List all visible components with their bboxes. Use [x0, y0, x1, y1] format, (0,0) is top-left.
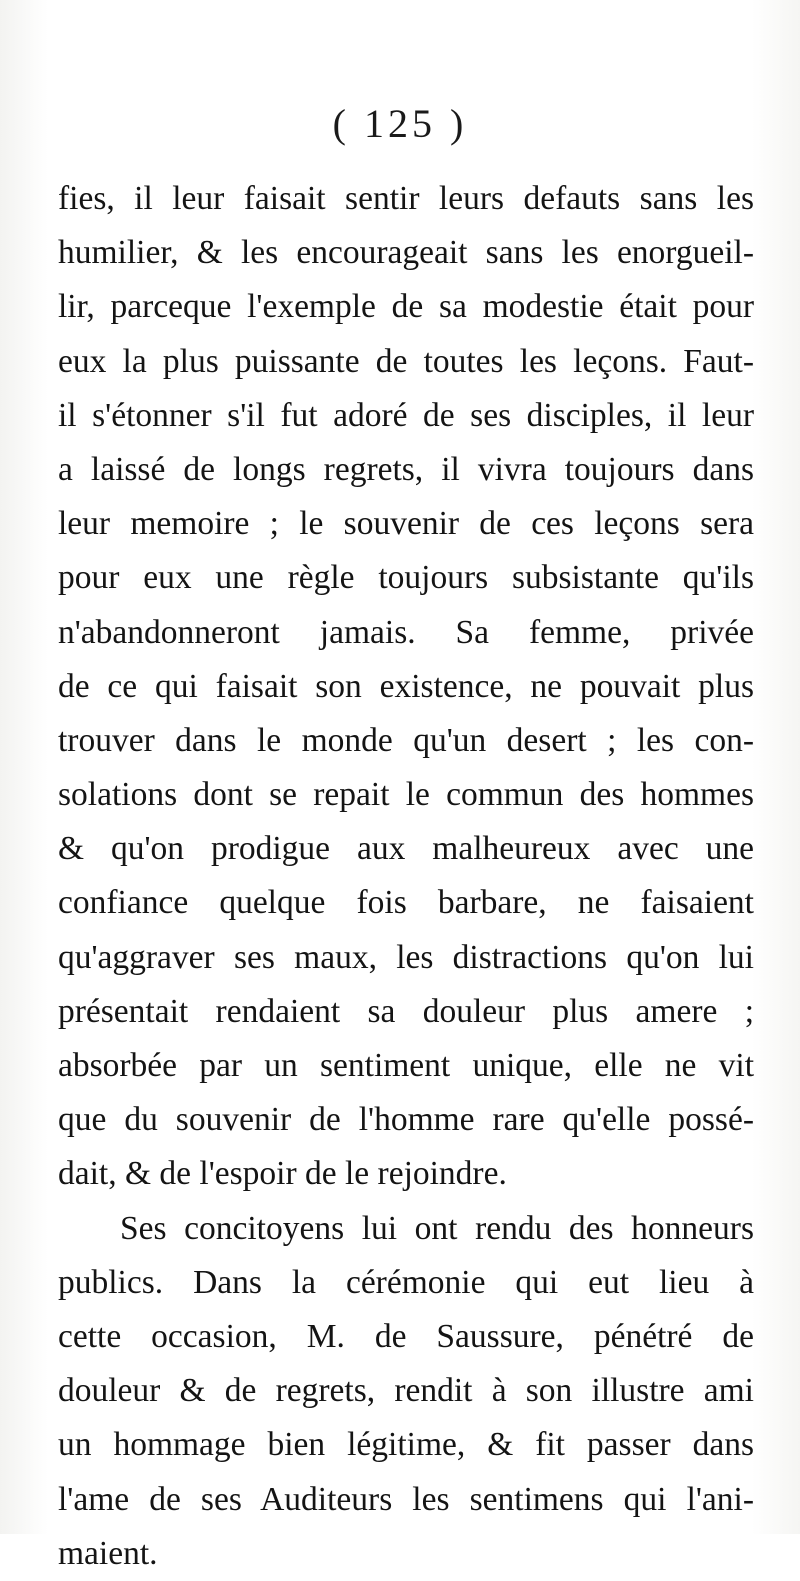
- text-line: absorbée par un sentiment unique, elle ne vit: [58, 1047, 754, 1084]
- paragraph-2: [58, 1202, 754, 1581]
- text-line: a laissé de longs regrets, il vivra toujours dans: [58, 450, 754, 488]
- text-line: l'ame de ses Auditeurs les sentimens qui l'ani-: [58, 1480, 754, 1518]
- text-line: cette occasion, M. de Saussure, pénétré de: [58, 1317, 754, 1355]
- text-line: que du souvenir de l'homme rare qu'elle possé-: [58, 1101, 754, 1139]
- text-line: dait, & de l'espoir de le rejoindre.: [58, 1155, 507, 1193]
- text-line: présentait rendaient sa douleur plus amere ;: [58, 992, 754, 1030]
- text-line: confiance quelque fois barbare, ne faisaient: [58, 884, 754, 922]
- text-line: lir, parceque l'exemple de sa modestie était pour: [58, 288, 754, 326]
- text-line: leur memoire ; le souvenir de ces leçons sera: [58, 505, 754, 543]
- text-line: trouver dans le monde qu'un desert ; les con-: [58, 721, 754, 759]
- text-line: eux la plus puissante de toutes les leçons. Faut-: [58, 342, 754, 380]
- text-line: fies, il leur faisait sentir leurs defauts sans les: [58, 180, 754, 217]
- paragraph-1: [58, 172, 754, 1202]
- text-line: un hommage bien légitime, & fit passer dans: [58, 1426, 754, 1464]
- text-line: solations dont se repait le commun des hommes: [58, 776, 754, 814]
- text-line: n'abandonneront jamais. Sa femme, privée: [58, 613, 754, 651]
- text-line: douleur & de regrets, rendit à son illustre ami: [58, 1372, 754, 1410]
- text-line: il s'étonner s'il fut adoré de ses disciples, il leur: [58, 396, 754, 434]
- text-line: qu'aggraver ses maux, les distractions qu'on lui: [58, 938, 754, 976]
- text-line: humilier, & les encourageait sans les enorgueil-: [58, 234, 754, 272]
- text-line: & qu'on prodigue aux malheureux avec une: [58, 830, 754, 868]
- text-line: de ce qui faisait son existence, ne pouvait plus: [58, 667, 754, 705]
- body-text: [58, 172, 754, 1581]
- text-line: publics. Dans la cérémonie qui eut lieu à: [58, 1263, 754, 1301]
- text-line: pour eux une règle toujours subsistante qu'ils: [58, 559, 754, 597]
- page-number: ( 125 ): [332, 101, 468, 146]
- text-line: Ses concitoyens lui ont rendu des honneurs: [120, 1209, 754, 1247]
- text-line: maient.: [58, 1534, 158, 1572]
